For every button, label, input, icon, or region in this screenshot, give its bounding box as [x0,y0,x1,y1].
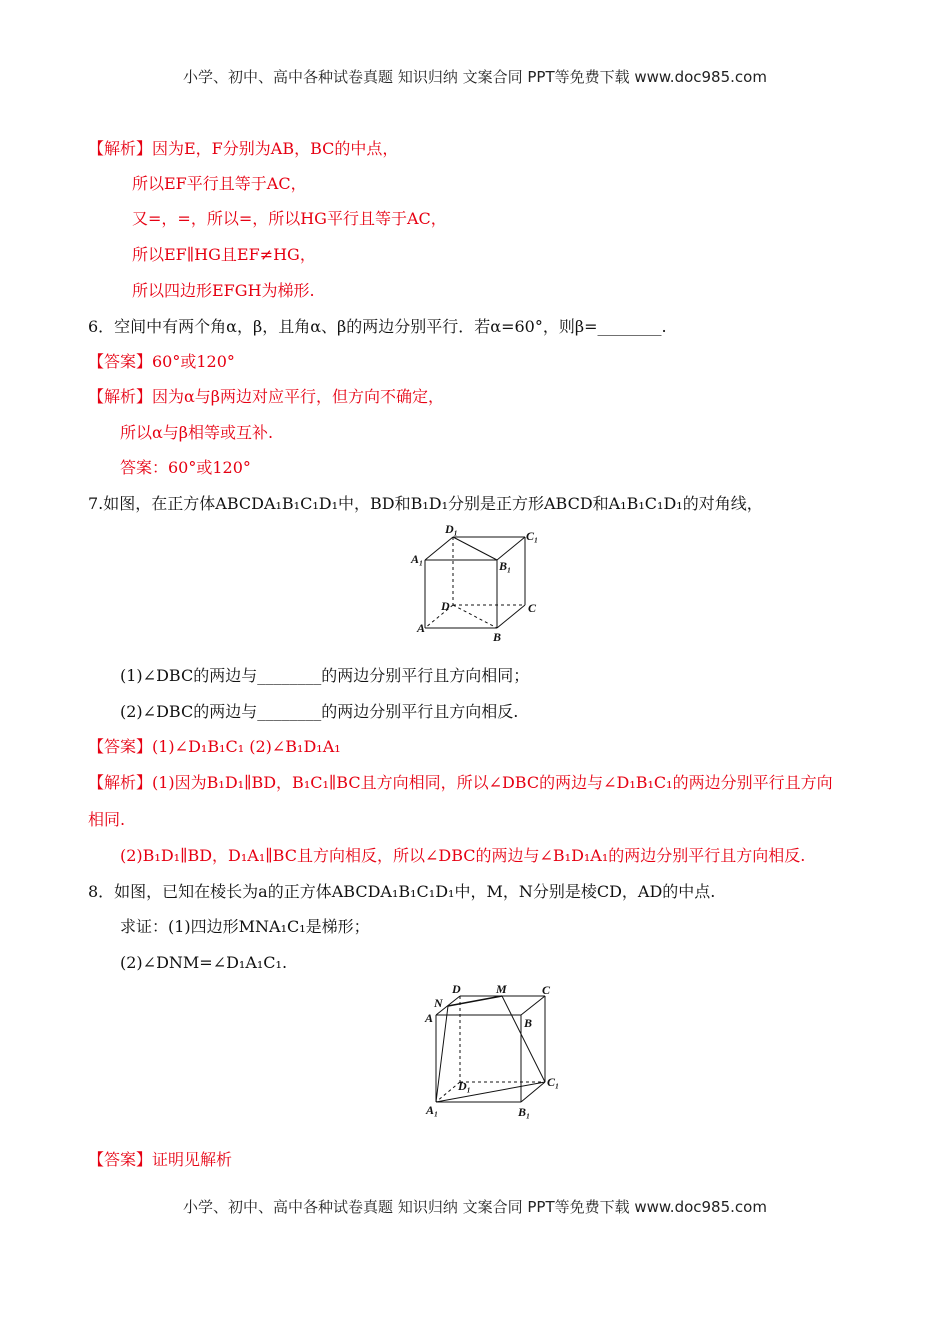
q6-analysis-line-1: 【解析】因为α与β两边对应平行，但方向不确定， [88,387,445,406]
label-b1: B₁ [518,1105,531,1119]
q7-answer: 【答案】(1)∠D₁B₁C₁ (2)∠B₁D₁A₁ [88,737,341,756]
q8-cube-figure [420,982,570,1122]
q5-analysis-line-1: 【解析】因为E，F分别为AB，BC的中点， [88,139,399,158]
edge-c1-b1 [497,537,525,560]
label-a: A [425,1011,434,1025]
segment-n-a1 [436,1006,448,1102]
label-b: B [524,1016,533,1030]
q7-question: 7.如图，在正方体ABCDA₁B₁C₁D₁中，BD和B₁D₁分别是正方形ABCD和A₁B₁C₁D₁的对角线， [88,494,763,513]
q6-answer: 【答案】60°或120° [88,352,235,371]
edge-b1-c1 [521,1082,545,1102]
q5-analysis-line-2: 所以EF平行且等于AC， [132,174,307,193]
segment-a1-c1 [436,1082,545,1102]
q7-sub-2: (2)∠DBC的两边与________的两边分别平行且方向相反. [120,702,519,721]
label-a1: A₁ [411,552,424,566]
page-header: 小学、初中、高中各种试卷真题 知识归纳 文案合同 PPT等免费下载 www.doc985.com [183,68,767,86]
q8-question: 8．如图，已知在棱长为a的正方体ABCDA₁B₁C₁D₁中，M，N分别是棱CD，AD的中点. [88,882,716,901]
edge-c-b [521,996,545,1015]
q7-analysis-line-1: 【解析】(1)因为B₁D₁∥BD，B₁C₁∥BC且方向相同，所以∠DBC的两边与∠D₁B₁C₁的两边分别平行且方向 [88,773,833,792]
q6-analysis-line-3: 答案：60°或120° [120,458,251,477]
label-c1: C₁ [547,1075,560,1089]
label-c: C [542,983,551,997]
label-d: D [452,982,461,996]
label-d1: D₁ [445,522,458,536]
segment-n-m [448,996,502,1006]
q6-analysis-line-2: 所以α与β相等或互补. [120,423,274,442]
diagonal-d1-b1 [453,537,497,560]
hidden-diagonal-d-b [453,605,497,628]
label-a: A [417,621,426,635]
edge-b-c [497,605,525,628]
label-d: D [441,599,450,613]
q5-analysis-line-4: 所以EF∥HG且EF≠HG， [132,245,316,264]
q7-cube-figure [405,522,545,644]
label-b1: B₁ [499,559,512,573]
q7-analysis-line-2: 相同. [88,810,126,829]
q7-sub-1: (1)∠DBC的两边与________的两边分别平行且方向相同； [120,666,530,685]
q8-prove-2: (2)∠DNM=∠D₁A₁C₁. [120,953,288,972]
edge-a1-d1 [425,537,453,560]
q6-question: 6．空间中有两个角α，β，且角α、β的两边分别平行．若α=60°，则β=________. [88,317,667,336]
q5-analysis-line-3: 又=，=，所以=，所以HG平行且等于AC， [132,209,447,228]
label-b: B [493,630,502,644]
q5-analysis-line-5: 所以四边形EFGH为梯形. [132,281,315,300]
label-a1: A₁ [426,1103,439,1117]
label-c1: C₁ [526,529,539,543]
label-m: M [496,982,507,996]
q8-answer: 【答案】证明见解析 [88,1150,233,1169]
page-footer: 小学、初中、高中各种试卷真题 知识归纳 文案合同 PPT等免费下载 www.doc985.com [183,1198,767,1216]
label-n: N [434,996,443,1010]
hidden-edge-d1-a1 [436,1082,460,1102]
label-c: C [528,601,537,615]
q7-analysis-line-3: (2)B₁D₁∥BD，D₁A₁∥BC且方向相反，所以∠DBC的两边与∠B₁D₁A₁的两边分别平行且方向相反. [120,846,806,865]
label-d1: D₁ [458,1079,471,1093]
q8-prove-1: 求证：(1)四边形MNA₁C₁是梯形； [120,917,370,936]
segment-m-c1 [502,996,545,1082]
